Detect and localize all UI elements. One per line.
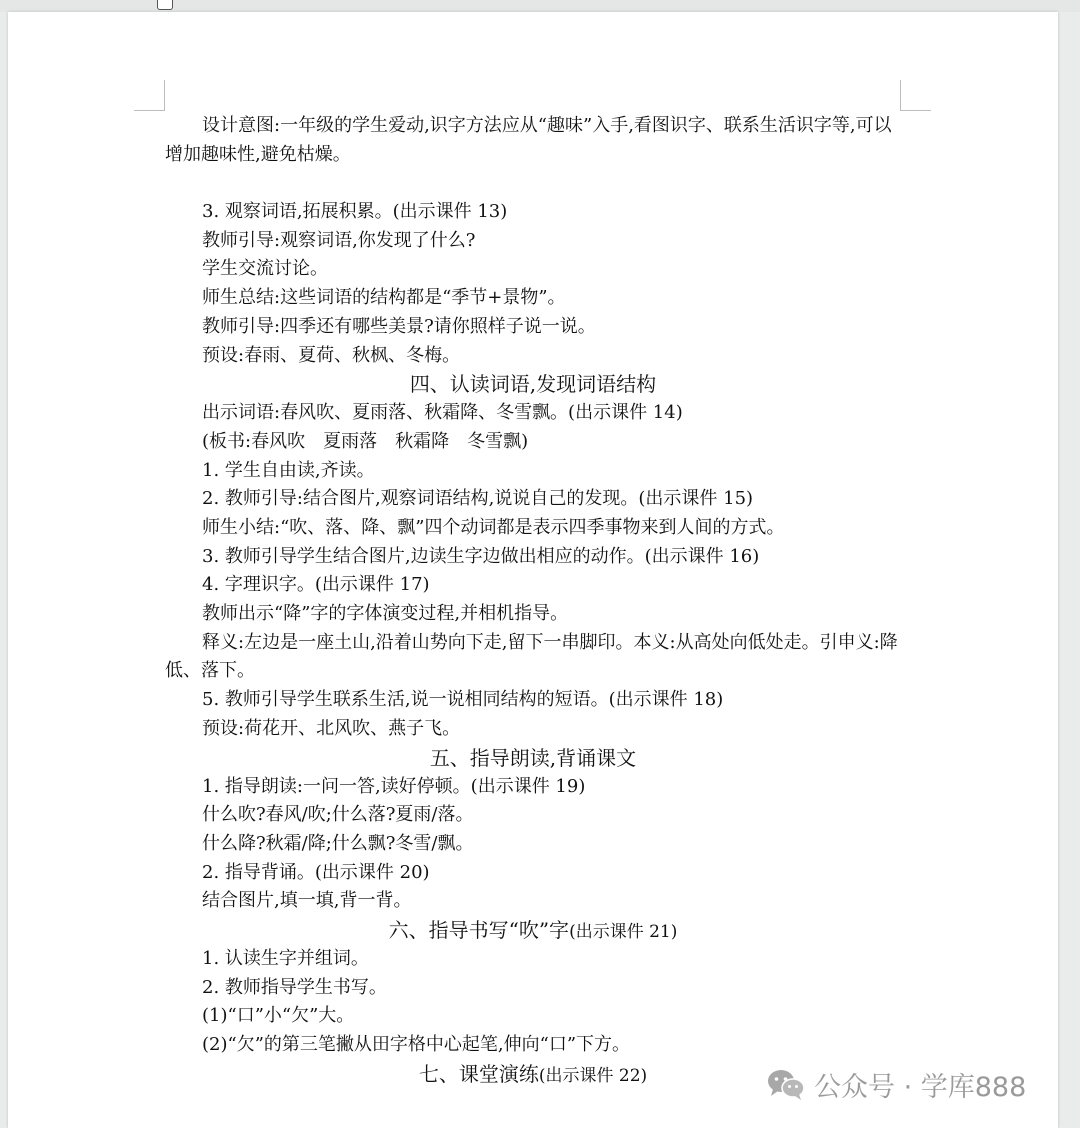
section-heading-text: 四、认读词语,发现词语结构 xyxy=(409,372,657,397)
section-heading-text: 六、指导书写“吹”字 xyxy=(388,917,570,942)
text-line: 师生总结:这些词语的结构都是“季节+景物”。 xyxy=(202,287,566,309)
text-line: 教师引导:观察词语,你发现了什么? xyxy=(202,229,476,251)
text-line: 2. 教师引导:结合图片,观察词语结构,说说自己的发现。(出示课件 15) xyxy=(202,488,754,510)
wechat-icon xyxy=(766,1067,806,1101)
text-line: 预设:荷花开、北风吹、燕子飞。 xyxy=(202,717,461,739)
text-line: (1)“口”小“欠”大。 xyxy=(202,1005,355,1027)
text-line: (2)“欠”的第三笔撇从田字格中心起笔,伸向“口”下方。 xyxy=(202,1034,631,1055)
text-line: 5. 教师引导学生联系生活,说一说相同结构的短语。(出示课件 18) xyxy=(202,689,724,711)
section-heading-suffix: (出示课件 22) xyxy=(538,1065,648,1086)
text-line: 2. 指导背诵。(出示课件 20) xyxy=(202,861,430,883)
text-line: 结合图片,填一填,背一背。 xyxy=(202,890,412,912)
text-line: 1. 指导朗读:一问一答,读好停顿。(出示课件 19) xyxy=(202,775,586,797)
section-heading xyxy=(165,370,901,399)
text-line: 教师出示“降”字的字体演变过程,并相机指导。 xyxy=(202,603,569,625)
section-heading xyxy=(165,916,901,945)
text-line: 学生交流讨论。 xyxy=(202,258,328,280)
watermark xyxy=(766,1064,1026,1104)
text-line: 预设:春雨、夏荷、秋枫、冬梅。 xyxy=(202,344,461,366)
scroll-handle[interactable] xyxy=(157,0,173,10)
text-line: 出示词语:春风吹、夏雨落、秋霜降、冬雪飘。(出示课件 14) xyxy=(202,402,683,424)
paragraph: 释义:左边是一座土山,沿着山势向下走,留下一串脚印。本义:从高处向低处走。引申义:降低、落下。 xyxy=(165,631,898,682)
text-line: 1. 学生自由读,齐读。 xyxy=(202,459,375,481)
text-line: 1. 认读生字并组词。 xyxy=(202,947,369,969)
text-line: 什么降?秋霜/降;什么飘?冬雪/飘。 xyxy=(202,832,474,854)
text-line: 4. 字理识字。(出示课件 17) xyxy=(202,574,430,596)
document-body xyxy=(165,112,901,1089)
watermark-text: 公众号 · 学库888 xyxy=(814,1071,1027,1103)
text-line: 3. 观察词语,拓展积累。(出示课件 13) xyxy=(202,201,508,223)
text-line: 2. 教师指导学生书写。 xyxy=(202,976,387,998)
text-line: 教师引导:四季还有哪些美景?请你照样子说一说。 xyxy=(202,315,596,337)
section-heading xyxy=(165,744,901,773)
crop-mark-top-left xyxy=(134,80,165,111)
document-page xyxy=(8,12,1058,1128)
crop-mark-top-right xyxy=(900,80,931,111)
text-line: 什么吹?春风/吹;什么落?夏雨/落。 xyxy=(202,804,474,826)
section-heading-text: 七、课堂演练 xyxy=(418,1061,539,1086)
text-line: (板书:春风吹 夏雨落 秋霜降 冬雪飘) xyxy=(202,430,529,452)
section-heading-suffix: (出示课件 21) xyxy=(569,921,678,942)
paragraph: 设计意图:一年级的学生爱动,识字方法应从“趣味”入手,看图识字、联系生活识字等,可以增加趣味性,避免枯燥。 xyxy=(165,115,892,165)
section-heading-text: 五、指导朗读,背诵课文 xyxy=(429,745,637,770)
blank-line xyxy=(165,169,901,198)
text-line: 师生小结:“吹、落、降、飘”四个动词都是表示四季事物来到人间的方式。 xyxy=(202,516,785,538)
text-line: 3. 教师引导学生结合图片,边读生字边做出相应的动作。(出示课件 16) xyxy=(202,545,760,567)
